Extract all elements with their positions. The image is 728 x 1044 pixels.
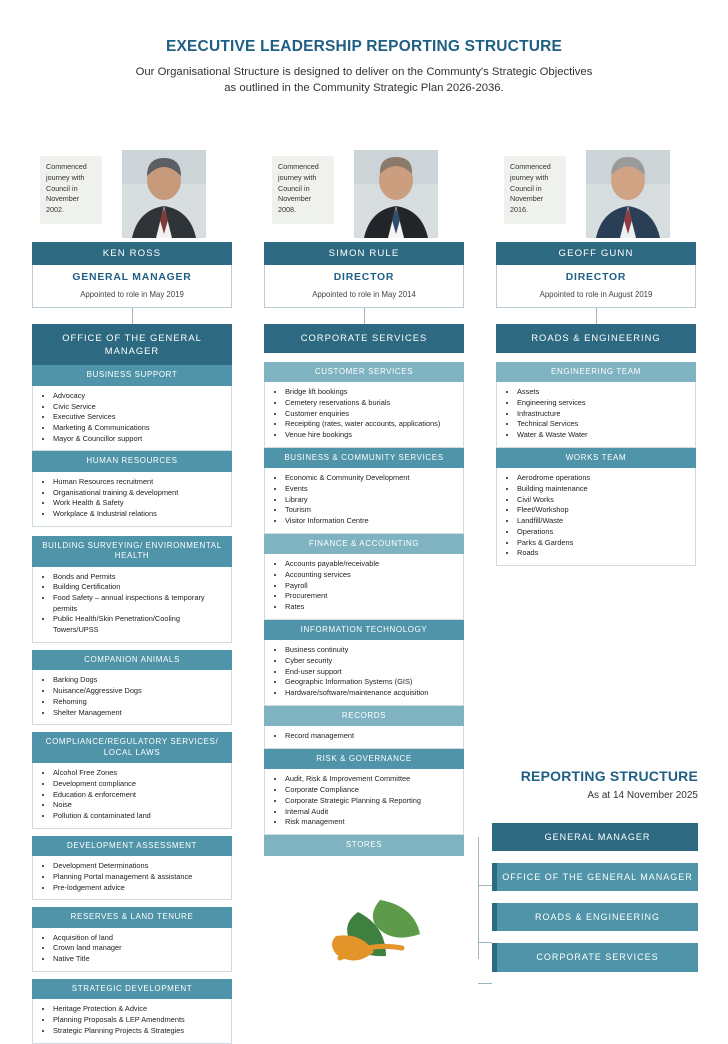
section-title: STORES <box>264 835 464 855</box>
page-subtitle: Our Organisational Structure is designed to deliver on the Communty's Strategic Objectives as outlined in the Community Strategic Plan 2026-2036. <box>135 66 593 95</box>
section-title: RECORDS <box>264 706 464 726</box>
section-0 <box>496 362 696 448</box>
section-list <box>32 856 232 900</box>
person-role-box <box>496 265 696 308</box>
list-item: • Pre-lodgement advice <box>53 883 225 894</box>
list-item: • Alcohol Free Zones <box>53 768 225 779</box>
section-6 <box>264 835 464 855</box>
list-item: • Crown land manager <box>53 943 225 954</box>
list-item: • Planning Portal management & assistance <box>53 872 225 883</box>
list-item: • Geographic Information Systems (GIS) <box>285 677 457 688</box>
unit-title: CORPORATE SERVICES <box>264 324 464 353</box>
section-list <box>32 999 232 1043</box>
list-item: • Library <box>285 495 457 506</box>
list-item: • Education & enforcement <box>53 790 225 801</box>
list-item: • Operations <box>517 527 689 538</box>
section-list <box>32 670 232 725</box>
list-item: • Shelter Management <box>53 708 225 719</box>
list-item: • Water & Waste Water <box>517 430 689 441</box>
section-2 <box>32 536 232 643</box>
list-item: • Fleet/Workshop <box>517 505 689 516</box>
list-item: • Landfill/Waste <box>517 516 689 527</box>
list-item: • Noise <box>53 800 225 811</box>
person-name: KEN ROSS <box>32 242 232 265</box>
reporting-as-at: As at 14 November 2025 <box>587 790 698 801</box>
list-item: • Hardware/software/maintenance acquisition <box>285 688 457 699</box>
section-3 <box>264 620 464 706</box>
section-list <box>264 640 464 706</box>
connector-line <box>132 308 133 324</box>
list-item: • Strategic Planning Projects & Strategies <box>53 1026 225 1037</box>
list-item: • Public Health/Skin Penetration/Cooling Towers/UPSS <box>53 614 225 635</box>
section-list <box>496 382 696 448</box>
section-list <box>32 763 232 829</box>
list-item: • Native Title <box>53 954 225 965</box>
section-list <box>32 567 232 643</box>
list-item: • Corporate Strategic Planning & Reporting <box>285 796 457 807</box>
list-item: • Audit, Risk & Improvement Committee <box>285 774 457 785</box>
section-list <box>264 468 464 534</box>
list-item: • Events <box>285 484 457 495</box>
list-item: • Bonds and Permits <box>53 572 225 583</box>
list-item: • Assets <box>517 387 689 398</box>
connector-line <box>596 308 597 324</box>
list-item: • Venue hire bookings <box>285 430 457 441</box>
list-item: • Organisational training & development <box>53 488 225 499</box>
list-item: • Accounts payable/receivable <box>285 559 457 570</box>
section-3 <box>32 650 232 725</box>
section-title: STRATEGIC DEVELOPMENT <box>32 979 232 999</box>
reporting-tree <box>468 823 698 972</box>
section-list <box>32 472 232 527</box>
list-item: • Tourism <box>285 505 457 516</box>
section-0 <box>32 365 232 451</box>
list-item: • Food Safety – annual inspections & temporary permits <box>53 593 225 614</box>
section-title: COMPLIANCE/REGULATORY SERVICES/ LOCAL LAWS <box>32 732 232 763</box>
section-2 <box>264 534 464 620</box>
list-item: • Parks & Gardens <box>517 538 689 549</box>
section-title: RISK & GOVERNANCE <box>264 749 464 769</box>
list-item: • Infrastructure <box>517 409 689 420</box>
section-1 <box>264 448 464 534</box>
list-item: • Heritage Protection & Advice <box>53 1004 225 1015</box>
reporting-title: REPORTING STRUCTURE <box>520 768 698 784</box>
section-title: DEVELOPMENT ASSESSMENT <box>32 836 232 856</box>
avatar <box>586 150 670 238</box>
list-item: • Workplace & Industrial relations <box>53 509 225 520</box>
reporting-node-corporate-services: CORPORATE SERVICES <box>492 943 698 971</box>
tree-branch <box>478 885 492 886</box>
list-item: • Business continuity <box>285 645 457 656</box>
person-appointed: Appointed to role in May 2019 <box>80 290 184 299</box>
list-item: • Advocacy <box>53 391 225 402</box>
section-title: FINANCE & ACCOUNTING <box>264 534 464 554</box>
section-title: BUILDING SURVEYING/ ENVIRONMENTAL HEALTH <box>32 536 232 567</box>
page-title: EXECUTIVE LEADERSHIP REPORTING STRUCTURE <box>165 38 563 55</box>
list-item: • Aerodrome operations <box>517 473 689 484</box>
section-list <box>264 726 464 749</box>
section-1 <box>496 448 696 566</box>
section-list <box>32 386 232 452</box>
page-header <box>0 0 728 97</box>
list-item: • Technical Services <box>517 419 689 430</box>
tree-branch <box>478 942 492 943</box>
list-item: • Development Determinations <box>53 861 225 872</box>
list-item: • Accounting services <box>285 570 457 581</box>
section-title: BUSINESS SUPPORT <box>32 365 232 385</box>
list-item: • Planning Proposals & LEP Amendments <box>53 1015 225 1026</box>
list-item: • Record management <box>285 731 457 742</box>
person-role-box <box>32 265 232 308</box>
list-item: • Engineering services <box>517 398 689 409</box>
person-card-1 <box>264 150 464 242</box>
commenced-note: Commenced journey with Council in November 2008. <box>272 156 334 224</box>
section-list <box>264 554 464 620</box>
list-item: • Visitor Information Centre <box>285 516 457 527</box>
section-title: WORKS TEAM <box>496 448 696 468</box>
person-card-2 <box>496 150 696 242</box>
list-item: • Executive Services <box>53 412 225 423</box>
section-list <box>264 382 464 448</box>
section-title: ENGINEERING TEAM <box>496 362 696 382</box>
person-role-box <box>264 265 464 308</box>
commenced-note: Commenced journey with Council in November 2016. <box>504 156 566 224</box>
section-list <box>496 468 696 566</box>
person-role: DIRECTOR <box>333 272 395 283</box>
list-item: • Receipting (rates, water accounts, applications) <box>285 419 457 430</box>
section-title: CUSTOMER SERVICES <box>264 362 464 382</box>
list-item: • Nuisance/Aggressive Dogs <box>53 686 225 697</box>
list-item: • Marketing & Communications <box>53 423 225 434</box>
section-4 <box>264 706 464 749</box>
list-item: • Cyber security <box>285 656 457 667</box>
section-title: RESERVES & LAND TENURE <box>32 907 232 927</box>
section-list <box>32 928 232 972</box>
list-item: • Civil Works <box>517 495 689 506</box>
connector-line <box>364 308 365 324</box>
section-4 <box>32 732 232 828</box>
list-item: • Mayor & Councillor support <box>53 434 225 445</box>
person-appointed: Appointed to role in May 2014 <box>312 290 416 299</box>
section-title: BUSINESS & COMMUNITY SERVICES <box>264 448 464 468</box>
list-item: • Work Health & Safety <box>53 498 225 509</box>
person-name: GEOFF GUNN <box>496 242 696 265</box>
section-0 <box>264 362 464 448</box>
person-role: GENERAL MANAGER <box>72 272 192 283</box>
section-7 <box>32 979 232 1044</box>
section-1 <box>32 451 232 526</box>
list-item: • Bridge lift bookings <box>285 387 457 398</box>
list-item: • Acquisition of land <box>53 933 225 944</box>
list-item: • Pollution & contaminated land <box>53 811 225 822</box>
reporting-node-general-manager: GENERAL MANAGER <box>492 823 698 851</box>
list-item: • Rehoming <box>53 697 225 708</box>
list-item: • Building maintenance <box>517 484 689 495</box>
list-item: • Roads <box>517 548 689 559</box>
section-6 <box>32 907 232 972</box>
reporting-node-office-gm: OFFICE OF THE GENERAL MANAGER <box>492 863 698 891</box>
list-item: • Barking Dogs <box>53 675 225 686</box>
list-item: • Corporate Compliance <box>285 785 457 796</box>
section-list <box>264 769 464 835</box>
section-5 <box>32 836 232 901</box>
person-card-0 <box>32 150 232 242</box>
list-item: • Payroll <box>285 581 457 592</box>
reporting-structure <box>468 768 698 984</box>
list-item: • Human Resources recruitment <box>53 477 225 488</box>
avatar <box>354 150 438 238</box>
section-title: COMPANION ANIMALS <box>32 650 232 670</box>
commenced-note: Commenced journey with Council in November 2002. <box>40 156 102 224</box>
unit-title: OFFICE OF THE GENERAL MANAGER <box>32 324 232 365</box>
list-item: • Development compliance <box>53 779 225 790</box>
avatar <box>122 150 206 238</box>
section-title: HUMAN RESOURCES <box>32 451 232 471</box>
reporting-node-roads-engineering: ROADS & ENGINEERING <box>492 903 698 931</box>
list-item: • Risk management <box>285 817 457 828</box>
tree-branch <box>478 983 492 984</box>
person-appointed: Appointed to role in August 2019 <box>539 290 653 299</box>
tree-spine <box>478 837 479 959</box>
list-item: • Rates <box>285 602 457 613</box>
unit-title: ROADS & ENGINEERING <box>496 324 696 353</box>
list-item: • Procurement <box>285 591 457 602</box>
section-title: INFORMATION TECHNOLOGY <box>264 620 464 640</box>
list-item: • End-user support <box>285 667 457 678</box>
section-5 <box>264 749 464 835</box>
list-item: • Internal Audit <box>285 807 457 818</box>
list-item: • Cemetery reservations & burials <box>285 398 457 409</box>
list-item: • Civic Service <box>53 402 225 413</box>
person-name: SIMON RULE <box>264 242 464 265</box>
column-general-manager <box>32 150 232 1044</box>
list-item: • Customer enquiries <box>285 409 457 420</box>
list-item: • Economic & Community Development <box>285 473 457 484</box>
leaf-logo-icon <box>322 890 434 970</box>
list-item: • Building Certification <box>53 582 225 593</box>
person-role: DIRECTOR <box>565 272 627 283</box>
